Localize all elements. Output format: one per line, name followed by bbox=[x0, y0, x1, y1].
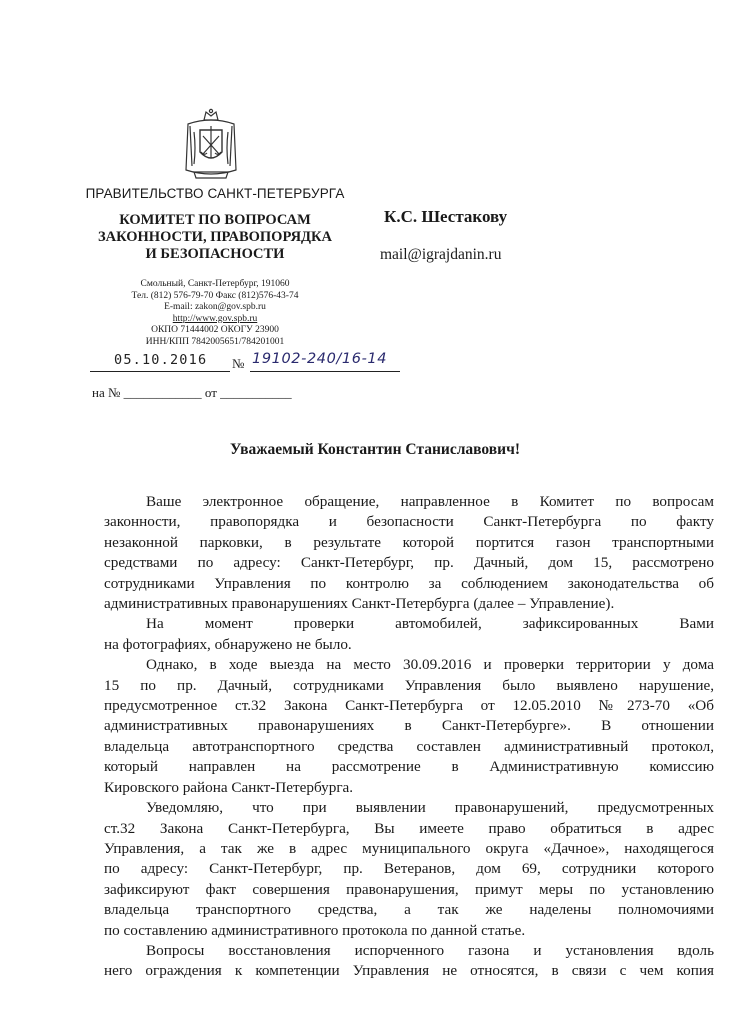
committee-name bbox=[84, 212, 346, 263]
committee-contacts bbox=[84, 279, 346, 349]
text-line: на фотографиях, обнаружено не было. bbox=[104, 635, 352, 653]
addressee-email: mail@igrajdanin.ru bbox=[380, 246, 502, 263]
reference-line: на № ____________ от ___________ bbox=[92, 385, 292, 400]
contact-address: Смольный, Санкт-Петербург, 191060 bbox=[140, 279, 290, 289]
registration-number-underline bbox=[250, 371, 400, 372]
text-line: который направлен на рассмотрение в Административную комиссию bbox=[104, 758, 714, 776]
registration-date-underline bbox=[90, 371, 230, 372]
paragraph bbox=[104, 798, 714, 941]
text-line: Управления, а так же в адрес муниципального округа «Дачное», находящегося bbox=[104, 839, 714, 857]
text-line: 15 по пр. Дачный, сотрудниками Управления было выявлено нарушение, bbox=[104, 676, 714, 694]
government-title: ПРАВИТЕЛЬСТВО САНКТ-ПЕТЕРБУРГА bbox=[85, 186, 345, 201]
paragraph bbox=[104, 614, 714, 655]
text-line: На момент проверки автомобилей, зафиксированных Вами bbox=[146, 615, 714, 633]
committee-line: И БЕЗОПАСНОСТИ bbox=[145, 246, 285, 262]
paragraph bbox=[104, 941, 714, 982]
contact-email: E-mail: zakon@gov.spb.ru bbox=[164, 302, 266, 313]
text-line: по адресу: Санкт-Петербург, пр. Ветеранов, дом 69, сотрудники которого bbox=[104, 860, 714, 878]
text-line: предусмотренное ст.32 Закона Санкт-Петербурга от 12.05.2010 №273-70 «Об bbox=[104, 697, 714, 715]
text-line: ст.32 Закона Санкт-Петербурга, Вы имеете право обратиться в адрес bbox=[104, 819, 714, 837]
contact-phone: Тел. (812) 576-79-70 Факс (812)576-43-74 bbox=[131, 290, 299, 301]
text-line: Вопросы восстановления испорченного газона и установления вдоль bbox=[146, 941, 714, 959]
registration-number-sign: № bbox=[232, 356, 245, 371]
salutation: Уважаемый Константин Станиславович! bbox=[230, 441, 520, 458]
contact-okpo: ОКПО 71444002 ОКОГУ 23900 bbox=[151, 325, 279, 336]
text-line: Однако, в ходе выезда на место 30.09.2016 и проверки территории у дома bbox=[146, 656, 714, 674]
contact-inn: ИНН/КПП 7842005651/784201001 bbox=[145, 336, 285, 347]
text-line: незаконной парковки, в результате которой портится газон транспортными bbox=[104, 533, 714, 551]
text-line: административных правонарушениях Санкт-Петербурга (далее – Управление). bbox=[104, 595, 615, 613]
text-line: него ограждения к компетенции Управления не относятся, в связи с чем копия bbox=[104, 962, 714, 980]
text-line: зафиксируют факт совершения правонарушения, примут меры по установлению bbox=[104, 880, 714, 898]
text-line: Ваше электронное обращение, направленное в Комитет по вопросам bbox=[146, 493, 714, 510]
text-line: законности, правопорядка и безопасности Санкт-Петербурга по факту bbox=[104, 513, 714, 531]
text-line: сотрудниками Управления по контролю за соблюдением законодательства об bbox=[104, 574, 714, 592]
text-line: средствами по адресу: Санкт-Петербург, пр. Дачный, дом 15, рассмотрено bbox=[104, 554, 714, 572]
addressee-name: К.С. Шестакову bbox=[384, 207, 508, 226]
text-line: по составлению административного протокола по данной статье. bbox=[104, 921, 526, 939]
text-line: административных правонарушениях в Санкт-Петербурге». В отношении bbox=[104, 717, 714, 735]
paragraph bbox=[104, 655, 714, 798]
text-line: Кировского района Санкт-Петербурга. bbox=[104, 778, 354, 796]
coat-of-arms-emblem bbox=[180, 108, 242, 180]
text-line: Уведомляю, что при выявлении правонарушений, предусмотренных bbox=[146, 799, 714, 817]
registration-date-stamp: 05.10.2016 bbox=[114, 352, 208, 368]
text-line: владельца транспортного средства, а так же наделены полномочиями bbox=[104, 901, 714, 919]
committee-line: КОМИТЕТ ПО ВОПРОСАМ bbox=[119, 212, 311, 228]
paragraph bbox=[104, 492, 714, 614]
letter-body bbox=[104, 492, 714, 982]
text-line: владельца автотранспортного средства составлен административный протокол, bbox=[104, 737, 714, 755]
registration-line bbox=[90, 352, 410, 378]
registration-number-handwritten: 19102-240/16-14 bbox=[252, 351, 388, 367]
committee-line: ЗАКОННОСТИ, ПРАВОПОРЯДКА bbox=[97, 229, 333, 245]
contact-website-link[interactable]: http://www.gov.spb.ru bbox=[172, 313, 258, 324]
